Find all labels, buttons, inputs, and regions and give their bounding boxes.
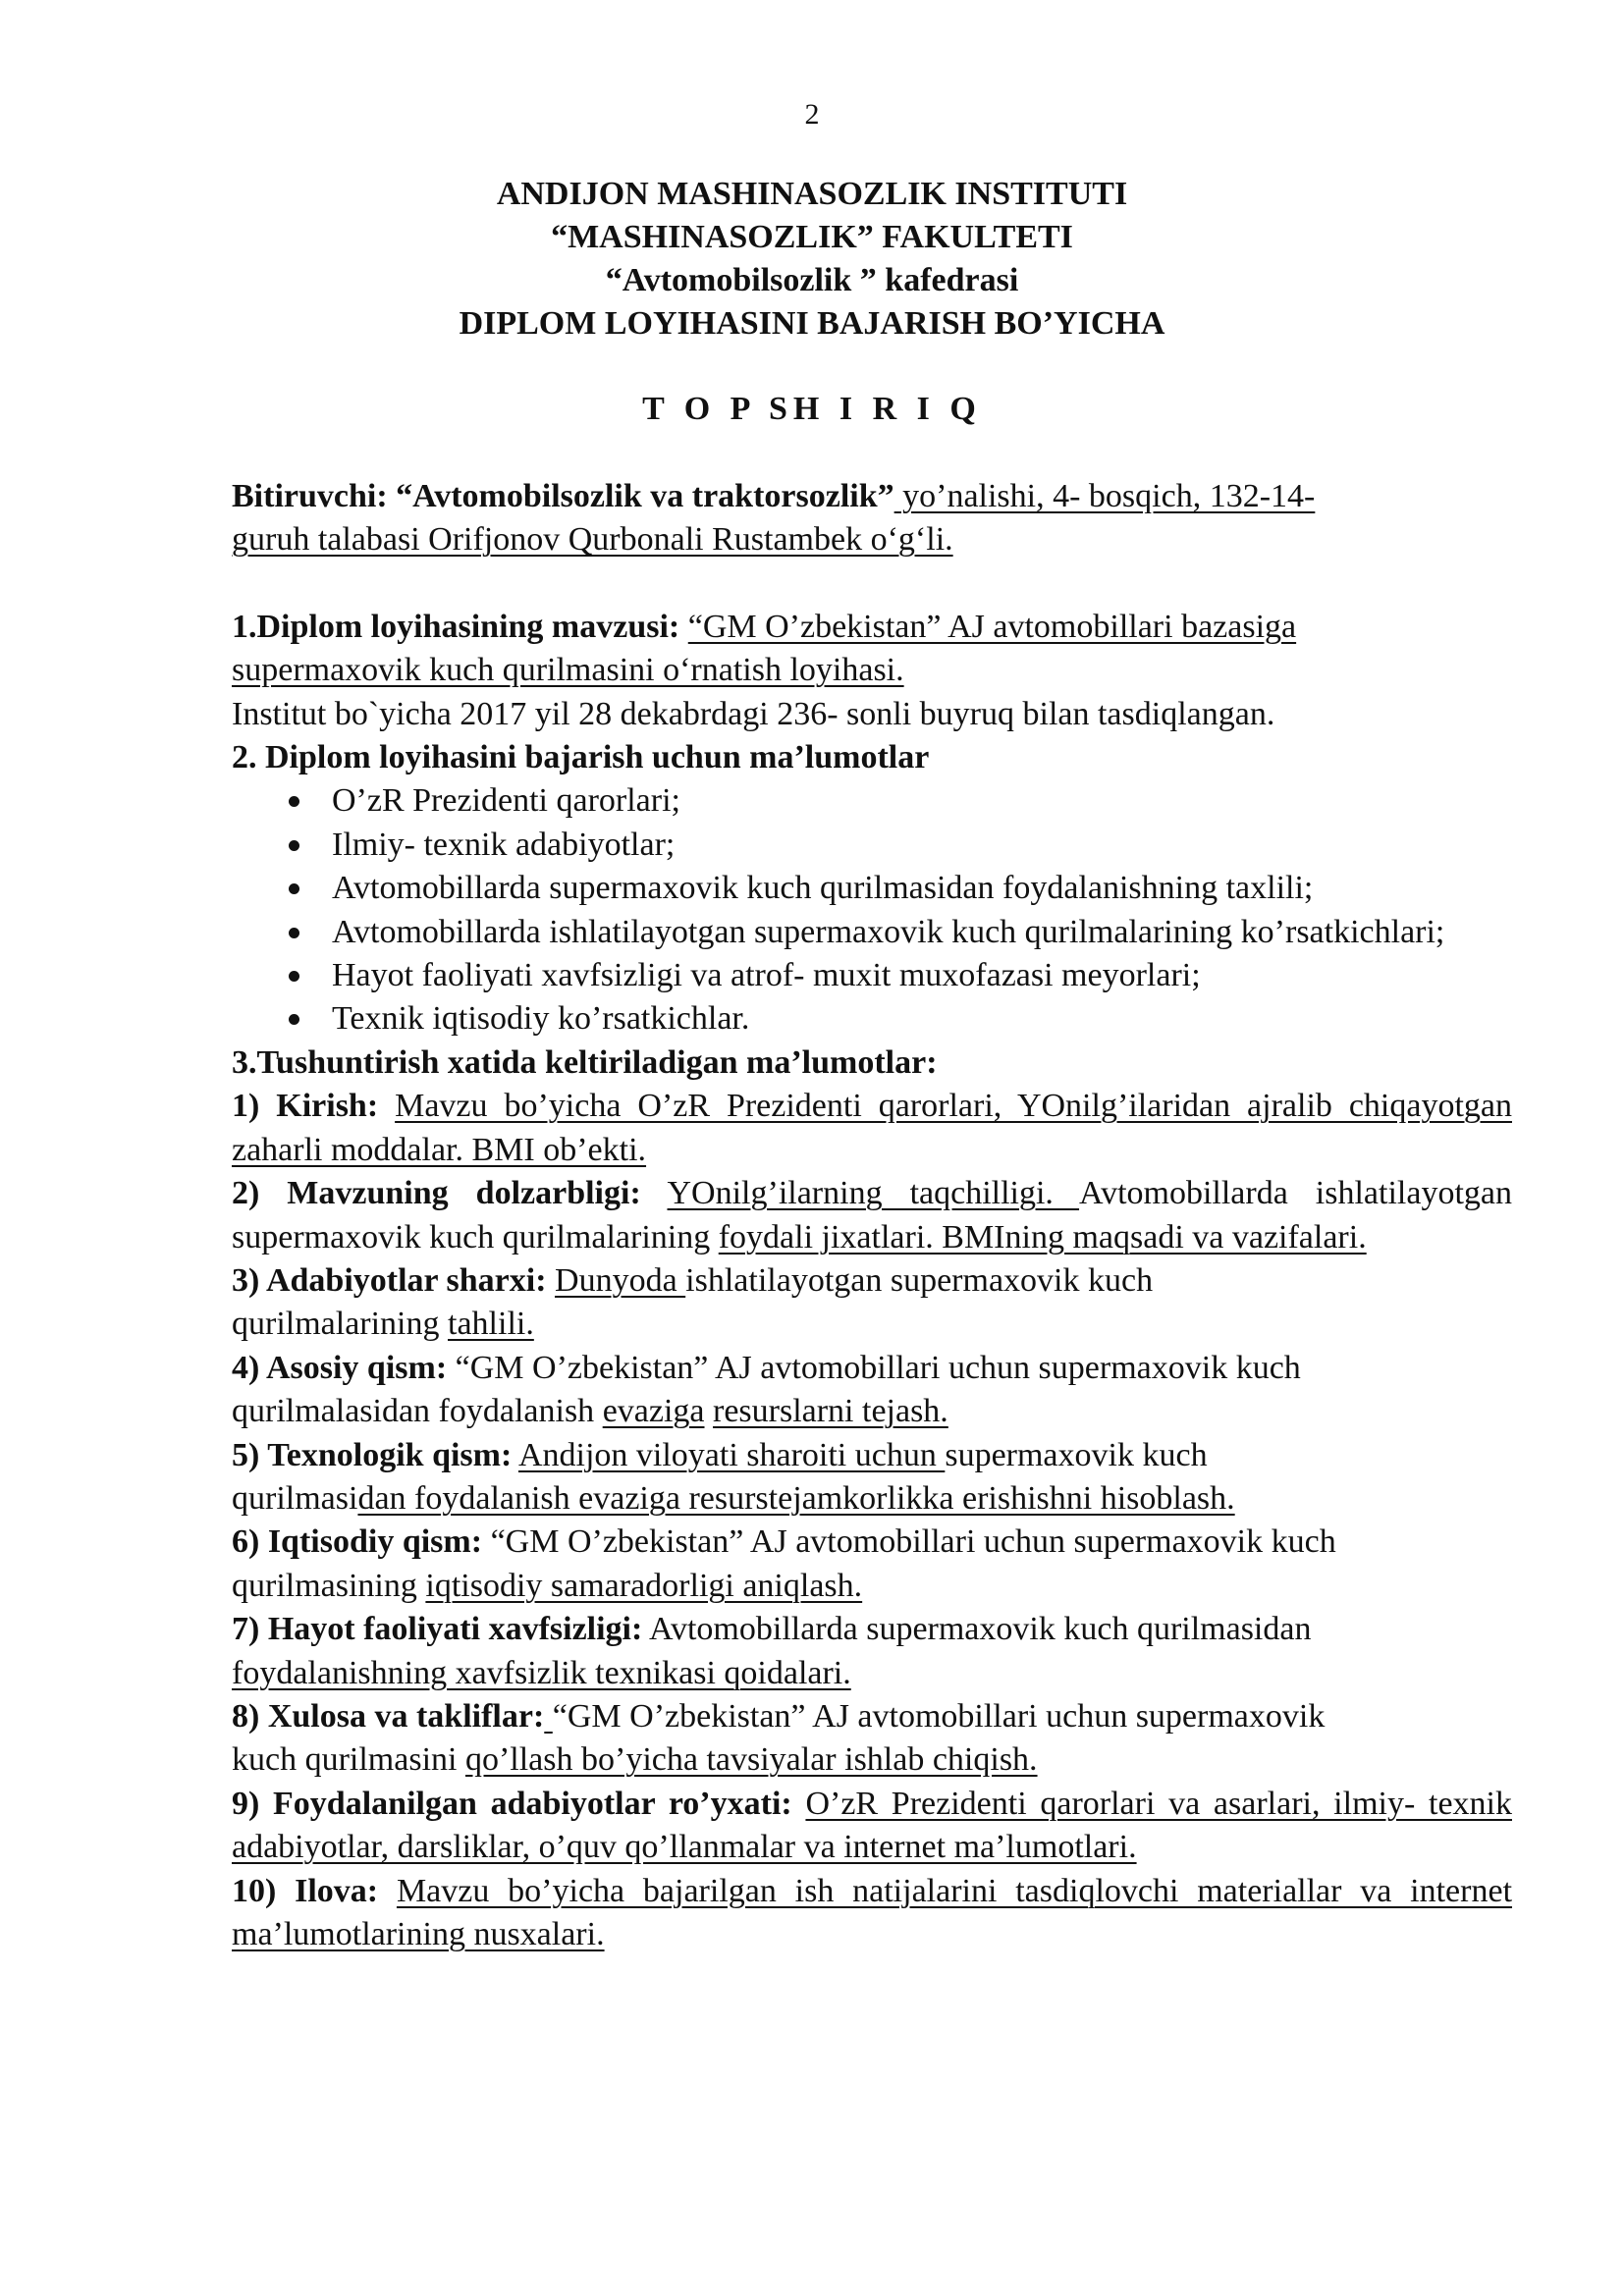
item-label: 6) Iqtisodiy qism: <box>232 1523 483 1561</box>
item-text: qurilmasining <box>232 1567 426 1604</box>
item-text: Avtomobillarda supermaxovik kuch qurilmasidan <box>648 1611 1312 1648</box>
item-appendix <box>232 1870 1512 1957</box>
topic-paragraph <box>232 606 1512 693</box>
item-text: kuch qurilmasini <box>232 1741 465 1779</box>
item-relevance <box>232 1172 1512 1259</box>
topic-first: “GM O’zbekistan” AJ avtomobillari bazasiga <box>687 608 1297 645</box>
item-text: O’zR Prezidenti qarorlari va asarlari, ilmiy- texnik adabiyotlar, darsliklar, o’quv qo’llanmalar va internet ma’lumotlari. <box>232 1785 1512 1866</box>
spacer <box>232 562 1512 606</box>
item-label: 1) Kirish: <box>232 1088 379 1125</box>
section1-label: 1.Diplom loyihasining mavzusi: <box>232 608 680 645</box>
item-text: dan foydalanish evaziga resurstejamkorlikka erishishni hisoblash. <box>357 1479 1235 1517</box>
list-item: Texnik iqtisodiy ko’rsatkichlar. <box>232 997 1512 1041</box>
item-text: Mavzu bo’yicha bajarilgan ish natijalarini tasdiqlovchi materiallar va internet ma’lumotlarining nusxalari. <box>232 1872 1513 1952</box>
item-label: 8) Xulosa va takliflar: <box>232 1697 545 1735</box>
faculty-name: “MASHINASOZLIK” FAKULTETI <box>551 219 1073 255</box>
item-text: qurilmasi <box>232 1479 358 1517</box>
graduate-label: Bitiruvchi: “Avtomobilsozlik va traktorsozlik” <box>232 478 894 514</box>
item-text: evaziga <box>602 1393 705 1430</box>
item-safety <box>232 1608 1512 1695</box>
item-main-part <box>232 1347 1512 1434</box>
department-name: “Avtomobilsozlik ” kafedrasi <box>605 262 1019 298</box>
item-economic-part <box>232 1521 1512 1608</box>
section3-heading: 3.Tushuntirish xatida keltiriladigan ma’lumotlar: <box>232 1043 938 1081</box>
item-text: qurilmalasidan foydalanish <box>232 1393 603 1430</box>
item-introduction <box>232 1085 1512 1172</box>
institute-name: ANDIJON MASHINASOZLIK INSTITUTI <box>496 176 1128 212</box>
item-text: “GM O’zbekistan” AJ avtomobillari uchun supermaxovik kuch <box>447 1349 1301 1386</box>
input-data-list <box>232 779 1512 1041</box>
item-references <box>232 1783 1512 1870</box>
item-label: 7) Hayot faoliyati xavfsizligi: <box>232 1611 643 1648</box>
item-label: 9) Foydalanilgan adabiyotlar ro’yxati: <box>232 1785 792 1822</box>
document-title: T O P SH I R I Q <box>642 391 982 427</box>
item-text: iqtisodiy samaradorligi aniqlash. <box>425 1567 863 1604</box>
list-item: Hayot faoliyati xavfsizligi va atrof- muxit muxofazasi meyorlari; <box>232 954 1512 997</box>
item-text: foydali jixatlari. BMIning maqsadi va vazifalari. <box>718 1218 1367 1255</box>
item-conclusions <box>232 1695 1512 1783</box>
list-item: Ilmiy- texnik adabiyotlar; <box>232 824 1512 867</box>
item-text: qurilmalarining <box>232 1306 449 1343</box>
assignment-subtitle: DIPLOM LOYIHASINI BAJARISH BO’YICHA <box>459 305 1165 342</box>
list-item: Avtomobillarda ishlatilayotgan supermaxovik kuch qurilmalarining ko’rsatkichlari; <box>232 911 1512 954</box>
item-text: Dunyoda <box>555 1261 686 1299</box>
item-label: 3) Adabiyotlar sharxi: <box>232 1261 547 1299</box>
item-label: 4) Asosiy qism: <box>232 1349 448 1386</box>
item-text: foydalanishning xavfsizlik texnikasi qoidalari. <box>232 1654 851 1691</box>
item-text: Mavzu bo’yicha O’zR Prezidenti qarorlari, YOnilg’ilaridan ajralib chiqayotgan zaharli moddalar. BMI ob’ekti. <box>232 1088 1512 1168</box>
item-label: 10) Ilova: <box>232 1872 379 1909</box>
graduate-text-second: guruh talabasi Orifjonov Qurbonali Rustambek o‘g‘li. <box>232 521 953 559</box>
list-item: O’zR Prezidenti qarorlari; <box>232 779 1512 823</box>
item-text: resurslarni tejash. <box>713 1393 948 1430</box>
item-text: ishlatilayotgan supermaxovik kuch <box>685 1261 1154 1299</box>
item-literature-review <box>232 1259 1512 1347</box>
item-text: tahlili. <box>448 1306 534 1343</box>
approval-line: Institut bo`yicha 2017 yil 28 dekabrdagi 236- sonli buyruq bilan tasdiqlangan. <box>232 695 1275 732</box>
section2-heading: 2. Diplom loyihasini bajarish uchun ma’lumotlar <box>232 739 930 776</box>
item-text: “GM O’zbekistan” AJ avtomobillari uchun supermaxovik <box>552 1697 1326 1735</box>
graduate-paragraph <box>232 475 1512 562</box>
page-number: 2 <box>804 98 820 131</box>
item-label: 5) Texnologik qism: <box>232 1436 513 1473</box>
list-item: Avtomobillarda supermaxovik kuch qurilmasidan foydalanishning taxlili; <box>232 867 1512 910</box>
item-text: supermaxovik kuch <box>945 1436 1208 1473</box>
document-body <box>232 475 1512 1956</box>
item-text: qo’llash bo’yicha tavsiyalar ishlab chiqish. <box>464 1741 1038 1779</box>
item-technology-part <box>232 1434 1512 1522</box>
item-text: Andijon viloyati sharoiti uchun <box>517 1436 946 1473</box>
topic-second: supermaxovik kuch qurilmasini o‘rnatish loyihasi. <box>232 652 904 689</box>
item-text: YOnilg’ilarning taqchilligi. <box>667 1175 1080 1212</box>
item-label: 2) Mavzuning dolzarbligi: <box>232 1175 641 1212</box>
item-text <box>544 1698 553 1735</box>
item-text: Avtomobillarda ishlatilayotgan supermaxovik kuch qurilmalarining <box>232 1175 1512 1255</box>
item-text: “GM O’zbekistan” AJ avtomobillari uchun supermaxovik kuch <box>482 1523 1336 1561</box>
graduate-text-first: yo’nalishi, 4- bosqich, 132-14- <box>893 478 1316 514</box>
